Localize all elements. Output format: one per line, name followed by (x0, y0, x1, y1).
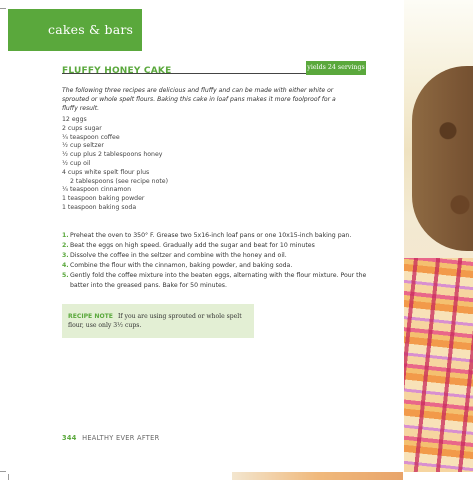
instruction-step (62, 271, 374, 291)
step-number: 4. (62, 262, 69, 269)
honey-cake-loaf (412, 66, 473, 251)
step-text: Combine the flour with the cinnamon, baking powder, and baking soda. (70, 262, 293, 269)
recipe-note-label: RECIPE NOTE (68, 313, 113, 320)
recipe-intro: The following three recipes are delicious and fluffy and can be made with either white or sprouted or whole spelt flours. Baking this cake in loaf pans makes it more foolproof for a fluffy result. (62, 87, 336, 112)
recipe-title: FLUFFY HONEY CAKE (62, 66, 172, 76)
ingredient-list (62, 116, 168, 213)
section-tab: cakes & bars (8, 9, 142, 51)
crop-mark (8, 474, 9, 480)
ingredient-item: ¼ teaspoon coffee (62, 133, 120, 141)
ingredient-item: ½ cup seltzer (62, 142, 104, 150)
yields-badge: yields 24 servings (306, 61, 366, 75)
instruction-step (62, 261, 374, 271)
recipe-note-text: If you are using sprouted or whole spelt flour, use only 3½ cups. (68, 313, 242, 329)
striped-towel (404, 258, 473, 472)
ingredient-item: 2 cups sugar (62, 124, 102, 132)
ingredient-item: ½ cup plus 2 tablespoons honey (62, 151, 163, 159)
ingredient-item: 12 eggs (62, 116, 87, 123)
step-number: 5. (62, 272, 69, 279)
ingredient-item: 1 teaspoon baking powder (62, 195, 145, 203)
instruction-list (62, 231, 374, 291)
crop-mark (0, 471, 6, 472)
step-text: Preheat the oven to 350° F. Grease two 5x16-inch loaf pans or one 10x15-inch baking pan. (70, 232, 352, 239)
recipe-note-box (62, 304, 254, 338)
page-footer (62, 434, 159, 442)
ingredient-item: 2 tablespoons (see recipe note) (70, 177, 169, 185)
ingredient-item: 4 cups white spelt flour plus (62, 168, 150, 176)
step-text: Beat the eggs on high speed. Gradually add the sugar and beat for 10 minutes (70, 242, 315, 249)
step-number: 2. (62, 242, 69, 249)
photo-bottom-strip (232, 472, 403, 480)
step-text: Gently fold the coffee mixture into the beaten eggs, alternating with the flour mixture. Pour the batter into the greased pans. Bake for 50 minutes. (70, 272, 367, 289)
crop-mark (0, 8, 6, 9)
page-number: 344 (62, 434, 77, 442)
instruction-step (62, 241, 374, 251)
recipe-note (68, 312, 252, 330)
book-title: HEALTHY EVER AFTER (82, 434, 160, 442)
ingredient-item: ½ cup oil (62, 159, 91, 167)
instruction-step (62, 251, 374, 261)
step-number: 1. (62, 232, 69, 239)
ingredient-item: 1 teaspoon baking soda (62, 203, 137, 211)
step-number: 3. (62, 252, 69, 259)
instruction-step (62, 231, 374, 241)
ingredient-item: ¼ teaspoon cinnamon (62, 186, 132, 194)
step-text: Dissolve the coffee in the seltzer and combine with the honey and oil. (70, 252, 287, 259)
cake-photo (404, 0, 473, 472)
